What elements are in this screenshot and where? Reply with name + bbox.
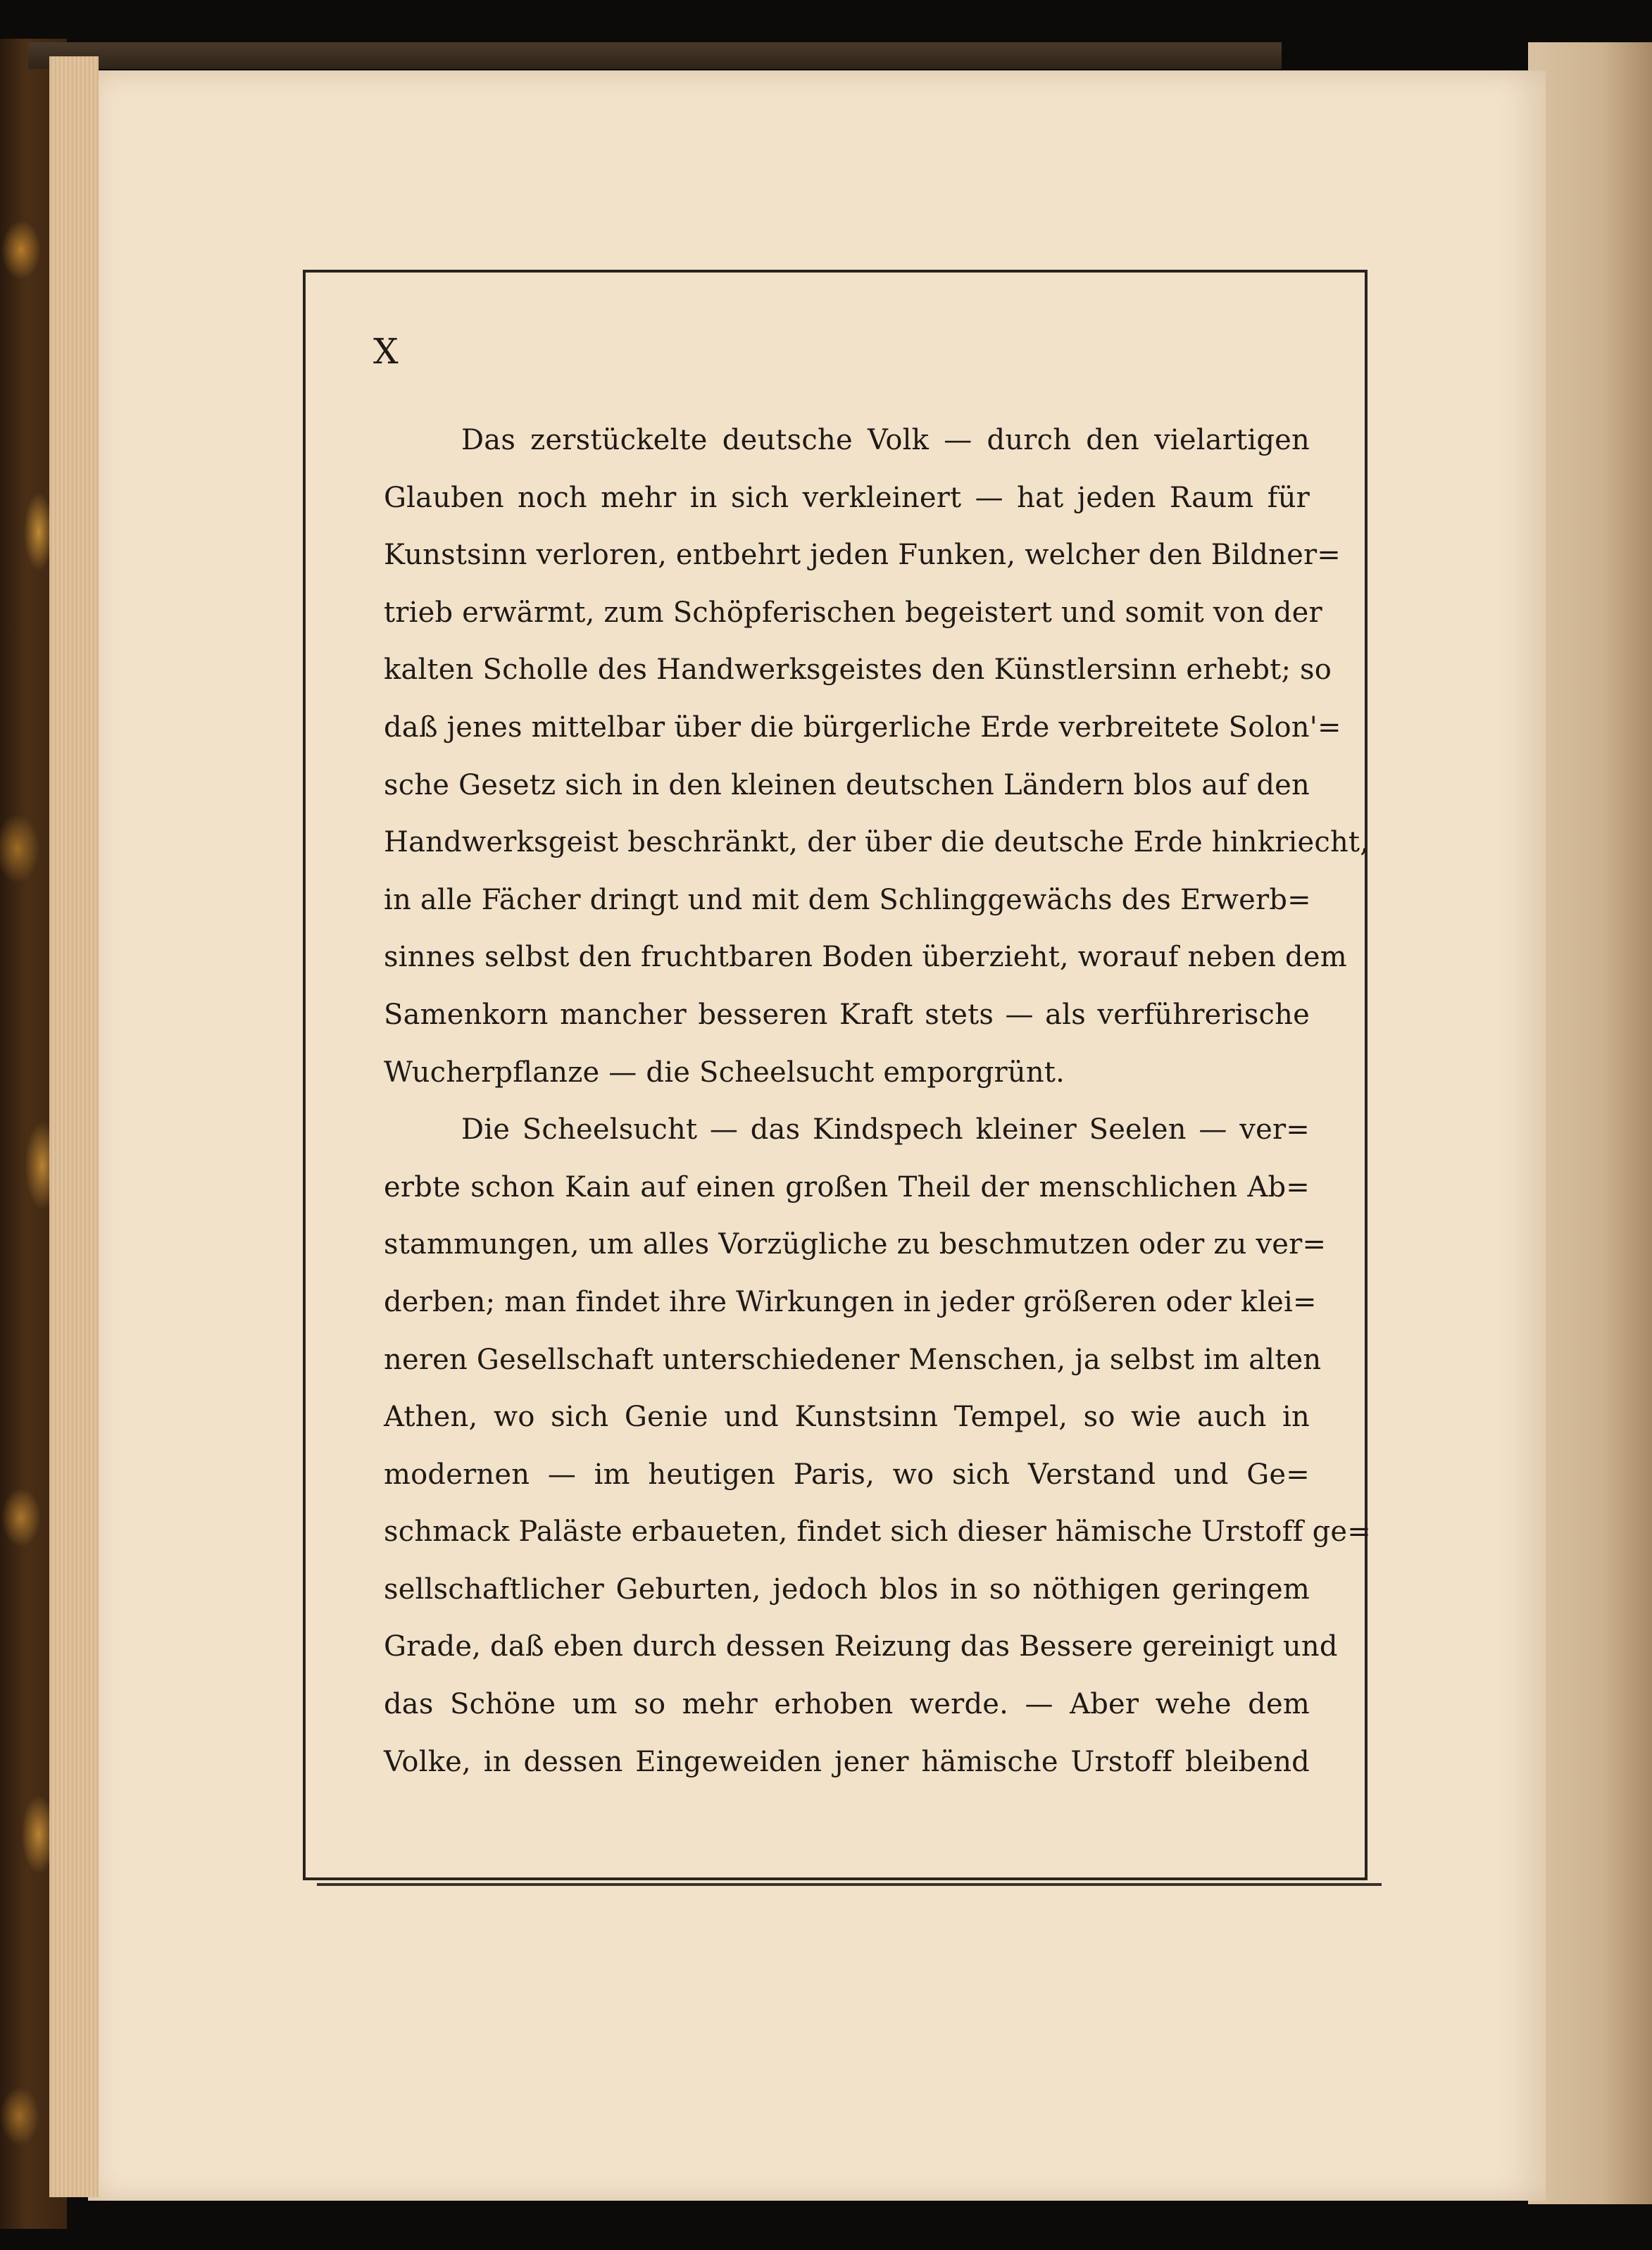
text-line: Samenkorn mancher besseren Kraft stets — als verführerische	[384, 998, 1310, 1031]
text-line: Die Scheelsucht — das Kindspech kleiner Seelen — ver=	[461, 1113, 1310, 1146]
text-line: Kunstsinn verloren, entbehrt jeden Funken, welcher den Bildner=	[384, 539, 1341, 572]
text-line: das Schöne um so mehr erhoben werde. — Aber wehe dem	[384, 1688, 1310, 1721]
page-number: X	[373, 331, 399, 372]
text-line: Athen, wo sich Genie und Kunstsinn Tempel, so wie auch in	[384, 1401, 1310, 1434]
text-line: trieb erwärmt, zum Schöpferischen begeistert und somit von der	[384, 596, 1322, 629]
book-right-cover	[1528, 42, 1652, 2204]
book-top-edge	[28, 42, 1282, 69]
page-stack-edges	[49, 56, 99, 2197]
text-line: neren Gesellschaft unterschiedener Menschen, ja selbst im alten	[384, 1343, 1322, 1376]
text-line: in alle Fächer dringt und mit dem Schlinggewächs des Erwerb=	[384, 883, 1311, 916]
text-line: Grade, daß eben durch dessen Reizung das Bessere gereinigt und	[384, 1630, 1338, 1663]
text-line: Das zerstückelte deutsche Volk — durch den vielartigen	[461, 424, 1310, 456]
text-line: Wucherpflanze — die Scheelsucht emporgrünt.	[384, 1056, 1065, 1089]
text-line: sinnes selbst den fruchtbaren Boden überzieht, worauf neben dem	[384, 941, 1347, 974]
text-line: Volke, in dessen Eingeweiden jener hämische Urstoff bleibend	[384, 1745, 1310, 1778]
text-line: schmack Paläste erbaueten, findet sich dieser hämische Urstoff ge=	[384, 1515, 1372, 1549]
frame-bottom-rule	[317, 1883, 1382, 1886]
text-line: kalten Scholle des Handwerksgeistes den Künstlersinn erhebt; so	[384, 654, 1332, 687]
text-line: daß jenes mittelbar über die bürgerliche Erde verbreitete Solon'=	[384, 711, 1341, 744]
text-line: erbte schon Kain auf einen großen Theil der menschlichen Ab=	[384, 1170, 1310, 1204]
text-line: Handwerksgeist beschränkt, der über die deutsche Erde hinkriecht,	[384, 826, 1370, 859]
text-line: stammungen, um alles Vorzügliche zu beschmutzen oder zu ver=	[384, 1228, 1327, 1261]
text-line: sellschaftlicher Geburten, jedoch blos in so nöthigen geringem	[384, 1573, 1310, 1606]
body-text	[384, 412, 1372, 1791]
text-line: modernen — im heutigen Paris, wo sich Verstand und Ge=	[384, 1458, 1310, 1491]
text-line: sche Gesetz sich in den kleinen deutschen Ländern blos auf den	[384, 768, 1310, 801]
text-line: Glauben noch mehr in sich verkleinert — hat jeden Raum für	[384, 481, 1310, 514]
text-line: derben; man findet ihre Wirkungen in jeder größeren oder klei=	[384, 1285, 1317, 1318]
